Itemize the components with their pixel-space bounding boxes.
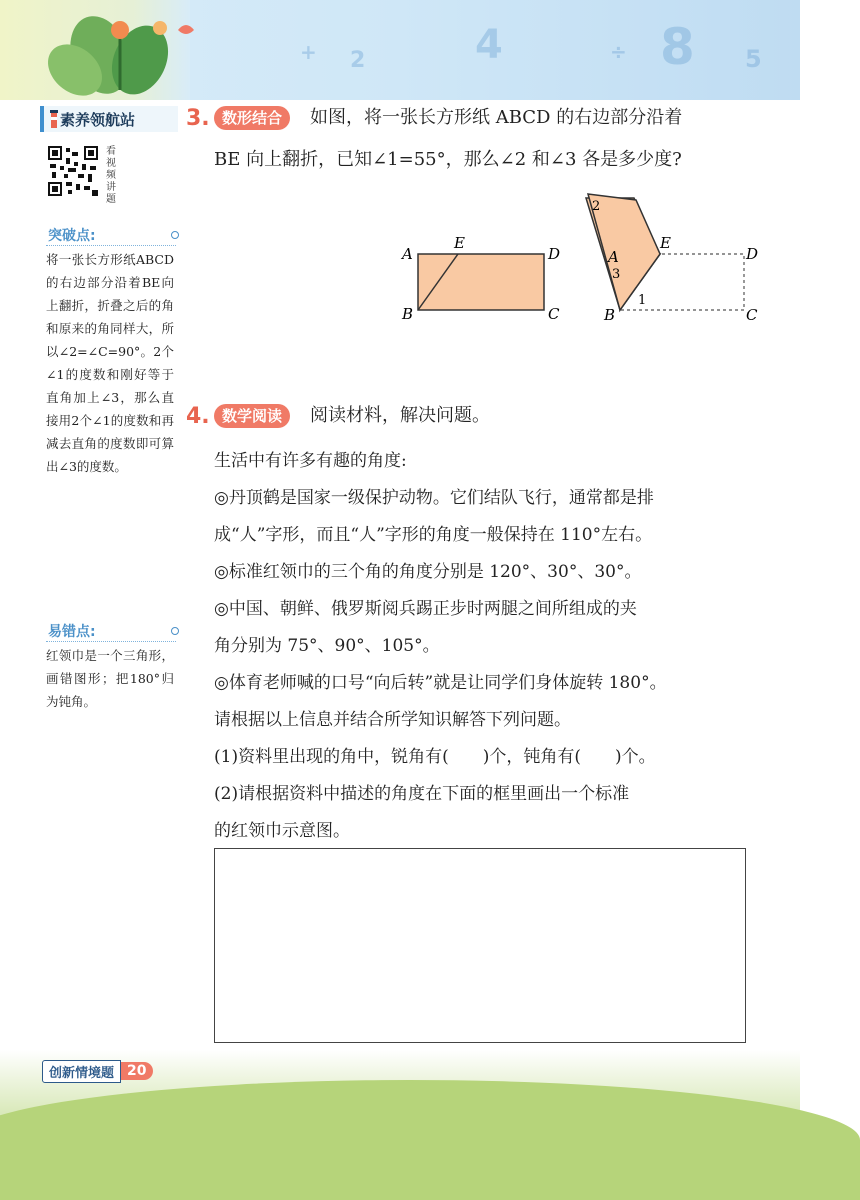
footer-section-name: 创新情境题: [42, 1060, 121, 1083]
question-number: 4.: [186, 404, 210, 429]
sidebar-title: 素养领航站: [60, 110, 136, 129]
material-line: ◎中国、朝鲜、俄罗斯阅兵踢正步时两腿之间所组成的夹: [214, 599, 637, 619]
angle-label: 3: [612, 267, 621, 282]
material-line: 角分别为 75°、90°、105°。: [214, 636, 440, 656]
vertex-label: D: [548, 245, 561, 263]
vertex-label: C: [548, 305, 560, 323]
figure-rectangle: [396, 230, 576, 330]
leaf-decoration: [0, 0, 190, 100]
question-text: 阅读材料，解决问题。: [310, 405, 490, 426]
material-line: ◎丹顶鹤是国家一级保护动物。它们结队飞行，通常都是排: [214, 488, 654, 508]
angle-label: 1: [638, 293, 647, 308]
vertex-label: A: [608, 248, 619, 266]
decor-digit: 5: [745, 45, 762, 73]
mistake-heading: 易错点:: [48, 624, 96, 640]
material-line: ◎体育老师喊的口号“向后转”就是让同学们身体旋转 180°。: [214, 673, 667, 693]
mistake-text: 红领巾是一个三角形，画错图形；把180°归为钝角。: [46, 648, 174, 709]
vertex-label: E: [660, 234, 671, 252]
breakthrough-text: 将一张长方形纸ABCD的右边部分沿着BE向上翻折，折叠之后的角和原来的角同样大，所以∠2=∠C=90°。2个∠1的度数和刚好等于直角加上∠3，那么直接用2个∠1的度数和再减去直角的度数即可算出∠3的度数。: [46, 252, 174, 474]
footer-label: [42, 1060, 153, 1082]
paper-rectangle: [418, 254, 544, 310]
question-tag: 数形结合: [214, 106, 290, 130]
breakthrough-heading: 突破点:: [48, 228, 96, 244]
decor-digit: ÷: [610, 40, 627, 64]
material-line: ◎标准红领巾的三个角的角度分别是 120°、30°、30°。: [214, 562, 642, 582]
vertex-label: C: [746, 306, 758, 324]
divider: [46, 245, 176, 246]
header-banner: [0, 0, 800, 100]
sub-question-2-cont: 的红领巾示意图。: [214, 821, 350, 841]
vertex-label: B: [604, 306, 616, 324]
heading-dot-icon: [171, 231, 179, 239]
sidebar-header: [40, 106, 178, 132]
angle-label: 2: [592, 199, 601, 214]
decor-digit: 2: [350, 48, 366, 73]
plant-icon: [0, 0, 190, 100]
vertex-label: D: [746, 245, 759, 263]
divider: [46, 641, 176, 642]
grass-hill: [0, 1080, 860, 1200]
vertex-label: B: [402, 305, 414, 323]
lighthouse-icon: [48, 109, 60, 129]
question-text: 如图，将一张长方形纸 ABCD 的右边部分沿着: [310, 107, 683, 128]
question-text: BE 向上翻折，已知∠1=55°，那么∠2 和∠3 各是多少度?: [214, 149, 682, 170]
material-line: 请根据以上信息并结合所学知识解答下列问题。: [214, 710, 571, 730]
qr-code-icon[interactable]: [48, 146, 98, 196]
material-line: 生活中有许多有趣的角度:: [214, 451, 407, 471]
decor-digit: +: [300, 40, 317, 64]
qr-label: 看视频讲题: [106, 146, 116, 205]
page-number: 20: [121, 1062, 152, 1080]
sub-question-2: (2)请根据资料中描述的角度在下面的框里画出一个标准: [214, 784, 630, 804]
figure-folded: [592, 190, 766, 330]
vertex-label: E: [454, 234, 465, 252]
decor-digit: 4: [475, 22, 503, 68]
sub-question-1[interactable]: (1)资料里出现的角中，锐角有( )个，钝角有( )个。: [214, 747, 656, 767]
heading-dot-icon: [171, 627, 179, 635]
vertex-label: A: [402, 245, 413, 263]
material-line: 成“人”字形，而且“人”字形的角度一般保持在 110°左右。: [214, 525, 653, 545]
decor-digit: 8: [660, 18, 695, 76]
drawing-answer-box[interactable]: [214, 848, 746, 1043]
question-tag: 数学阅读: [214, 404, 290, 428]
question-number: 3.: [186, 106, 210, 131]
